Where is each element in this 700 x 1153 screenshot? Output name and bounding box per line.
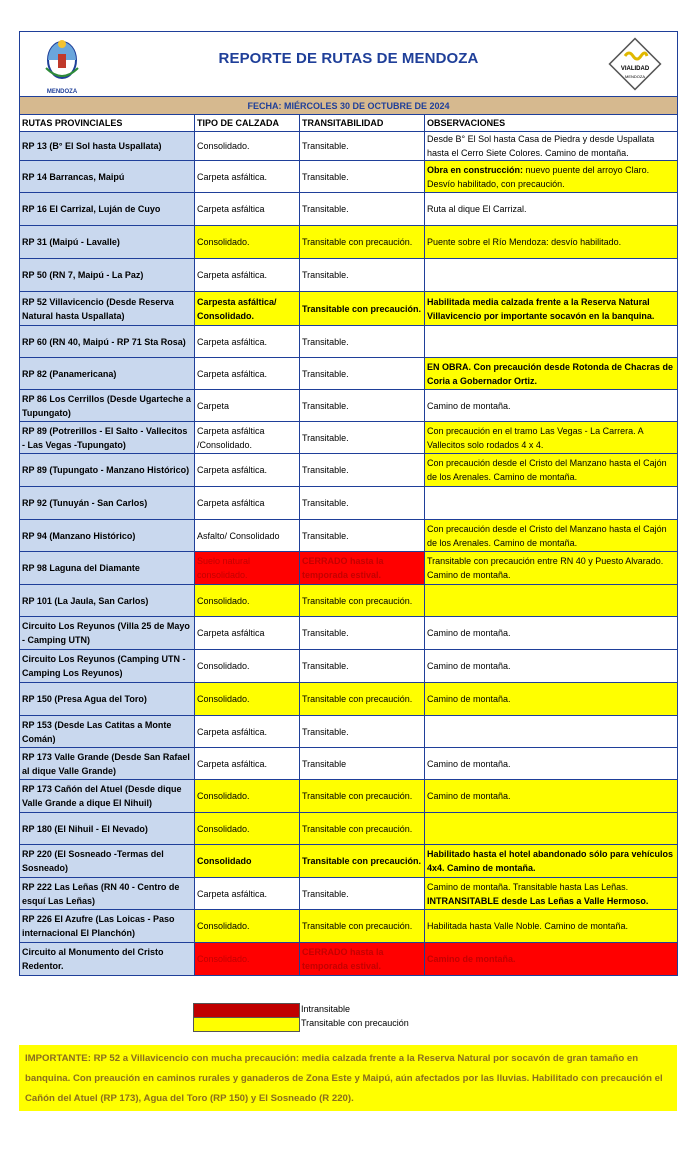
road-type: Consolidado. [195,943,300,976]
table-row [20,226,678,259]
trafficability: CERRADO hasta la temporada estival. [300,552,425,585]
trafficability: Transitable. [300,878,425,910]
road-type: Consolidado. [195,650,300,683]
trafficability: Transitable con precaución. [300,226,425,259]
road-type: Carpeta asfáltica. [195,878,300,910]
table-row [20,716,678,748]
trafficability: CERRADO hasta la temporada estival. [300,943,425,976]
table-row [20,617,678,650]
route-name: RP 98 Laguna del Diamante [20,552,195,585]
observations [425,487,678,520]
table-row [20,259,678,292]
legend-swatch [193,1003,300,1018]
observations: Habilitada hasta Valle Noble. Camino de montaña. [425,910,678,943]
right-logo-subtext: MENDOZA [625,74,645,79]
trafficability: Transitable. [300,326,425,358]
route-name: RP 31 (Maipú - Lavalle) [20,226,195,259]
column-header: TRANSITABILIDAD [300,115,425,132]
route-name: RP 222 Las Leñas (RN 40 - Centro de esquí Las Leñas) [20,878,195,910]
road-type: Consolidado [195,845,300,878]
obs-highlight: Obra en construcción: [427,164,524,175]
route-name: RP 173 Cañón del Atuel (Desde dique Valle Grande a dique El Nihuil) [20,780,195,813]
route-name: RP 180 (El Nihuil - El Nevado) [20,813,195,845]
table-row [20,487,678,520]
mendoza-coat-of-arms-icon [40,38,84,94]
trafficability: Transitable con precaución. [300,683,425,716]
road-type: Carpeta asfáltica [195,193,300,226]
route-name: RP 14 Barrancas, Maipú [20,161,195,193]
route-name: RP 60 (RN 40, Maipú - RP 71 Sta Rosa) [20,326,195,358]
route-name: Circuito Los Reyunos (Camping UTN - Camping Los Reyunos) [20,650,195,683]
observations [425,161,678,193]
road-type: Consolidado. [195,226,300,259]
route-name: RP 220 (El Sosneado -Termas del Sosneado) [20,845,195,878]
table-row [20,390,678,422]
road-type: Consolidado. [195,780,300,813]
table-row [20,520,678,552]
column-header: TIPO DE CALZADA [195,115,300,132]
observations: Camino de montaña. [425,617,678,650]
trafficability: Transitable. [300,617,425,650]
route-name: RP 94 (Manzano Histórico) [20,520,195,552]
trafficability: Transitable. [300,390,425,422]
route-name: Circuito al Monumento del Cristo Redentor. [20,943,195,976]
observations: Ruta al dique El Carrizal. [425,193,678,226]
table-row [20,454,678,487]
trafficability: Transitable. [300,132,425,161]
date-row [20,97,678,115]
trafficability: Transitable con precaución. [300,910,425,943]
observations [425,259,678,292]
observations: Camino de montaña. [425,748,678,780]
vialidad-logo-icon [607,36,663,92]
table-row [20,358,678,390]
obs-text: nuevo puente del arroyo Claro. Desvío habilitado, con precaución. [427,164,650,189]
trafficability: Transitable con precaución. [300,780,425,813]
observations: Camino de montaña. [425,780,678,813]
route-name: RP 50 (RN 7, Maipú - La Paz) [20,259,195,292]
road-type: Consolidado. [195,683,300,716]
route-name: RP 86 Los Cerrillos (Desde Ugarteche a Tupungato) [20,390,195,422]
right-logo-text: VIALIDAD [620,66,650,72]
observations: Con precaución desde el Cristo del Manzano hasta el Cajón de los Arenales. Camino de montaña. [425,454,678,487]
observations: Camino de montaña. [425,943,678,976]
road-type: Consolidado. [195,585,300,617]
column-header: OBSERVACIONES [425,115,678,132]
route-name: RP 226 El Azufre (Las Loicas - Paso internacional El Planchón) [20,910,195,943]
trafficability: Transitable [300,748,425,780]
route-name: RP 173 Valle Grande (Desde San Rafael al dique Valle Grande) [20,748,195,780]
road-type: Consolidado. [195,813,300,845]
important-notice: IMPORTANTE: RP 52 a Villavicencio con mucha precaución: media calzada frente a la Reserva Natural por socavón de gran tamaño en banquina. Con preaución en caminos rurales y ganaderos de Zona Este y Maipú, aún afectados por las lluvias. Habilitado con precaución el Cañón del Atuel (RP 173), Agua del Toro (RP 150) y El Sosneado (R 220). [19,1045,677,1111]
observations: EN OBRA. Con precaución desde Rotonda de Chacras de Coria a Gobernador Ortiz. [425,358,678,390]
routes-table [19,31,678,976]
road-type: Carpeta asfáltica [195,487,300,520]
table-row [20,193,678,226]
road-type: Carpeta asfáltica. [195,259,300,292]
observations: Con precaución desde el Cristo del Manzano hasta el Cajón de los Arenales. Camino de montaña. [425,520,678,552]
table-row [20,748,678,780]
road-type: Carpeta asfáltica. [195,161,300,193]
trafficability: Transitable. [300,161,425,193]
road-type: Carpeta asfáltica. [195,326,300,358]
trafficability: Transitable. [300,422,425,454]
table-row [20,845,678,878]
route-name: RP 153 (Desde Las Catitas a Monte Comán) [20,716,195,748]
trafficability: Transitable. [300,259,425,292]
route-name: RP 16 El Carrizal, Luján de Cuyo [20,193,195,226]
header-row [20,32,678,97]
observations [425,813,678,845]
road-type: Carpeta asfáltica. [195,716,300,748]
table-row [20,780,678,813]
trafficability: Transitable. [300,650,425,683]
road-type: Carpeta [195,390,300,422]
observations: Con precaución en el tramo Las Vegas - La Carrera. A Vallecitos solo rodados 4 x 4. [425,422,678,454]
observations: Camino de montaña. [425,683,678,716]
route-name: RP 150 (Presa Agua del Toro) [20,683,195,716]
observations: Habilitado hasta el hotel abandonado sólo para vehículos 4x4. Camino de montaña. [425,845,678,878]
trafficability: Transitable con precaución. [300,813,425,845]
table-row [20,650,678,683]
road-type: Consolidado. [195,132,300,161]
observations [425,585,678,617]
legend-label: Transitable con precaución [301,1018,409,1028]
road-type: Carpesta asfáltica/ Consolidado. [195,292,300,326]
road-type: Carpeta asfáltica. [195,748,300,780]
left-logo-text: MENDOZA [46,89,78,95]
table-row [20,943,678,976]
legend-label: Intransitable [301,1004,351,1014]
road-type: Carpeta asfáltica. [195,454,300,487]
observations: Desde B° El Sol hasta Casa de Piedra y desde Uspallata hasta el Cerro Siete Colores. Camino de montaña. [425,132,678,161]
road-type: Carpeta asfáltica. [195,358,300,390]
route-name: RP 13 (B° El Sol hasta Uspallata) [20,132,195,161]
route-name: RP 89 (Potrerillos - El Salto - Vallecitos - Las Vegas -Tupungato) [20,422,195,454]
report-sheet [19,31,677,992]
trafficability: Transitable. [300,454,425,487]
observations: Camino de montaña. [425,390,678,422]
observations [425,878,678,910]
table-row [20,161,678,193]
route-name: RP 92 (Tunuyán - San Carlos) [20,487,195,520]
table-row [20,422,678,454]
road-type: Suelo natural consolidado. [195,552,300,585]
table-row [20,132,678,161]
trafficability: Transitable. [300,716,425,748]
legend-swatch [193,1017,300,1032]
road-type: Carpeta asfáltica [195,617,300,650]
observations: Habilitada media calzada frente a la Reserva Natural Villavicencio por importante socavón en la banquina. [425,292,678,326]
trafficability: Transitable. [300,520,425,552]
table-row [20,910,678,943]
route-name: RP 52 Villavicencio (Desde Reserva Natural hasta Uspallata) [20,292,195,326]
column-header: RUTAS PROVINCIALES [20,115,195,132]
trafficability: Transitable. [300,193,425,226]
road-type: Carpeta asfáltica /Consolidado. [195,422,300,454]
table-row [20,326,678,358]
trafficability: Transitable con precaución. [300,292,425,326]
column-header-row [20,115,678,132]
observations: Camino de montaña. [425,650,678,683]
obs-text: Camino de montaña. Transitable hasta Las Leñas. [427,881,629,892]
observations: Puente sobre el Río Mendoza: desvío habilitado. [425,226,678,259]
trafficability: Transitable. [300,487,425,520]
trafficability: Transitable con precaución. [300,845,425,878]
page-title: REPORTE DE RUTAS DE MENDOZA [218,50,479,67]
route-name: RP 82 (Panamericana) [20,358,195,390]
table-row [20,585,678,617]
road-type: Consolidado. [195,910,300,943]
table-row [20,878,678,910]
table-row [20,552,678,585]
table-row [20,813,678,845]
observations: Transitable con precaución entre RN 40 y Puesto Alvarado. Camino de montaña. [425,552,678,585]
report-date: FECHA: MIÉRCOLES 30 DE OCTUBRE DE 2024 [20,97,678,115]
trafficability: Transitable. [300,358,425,390]
route-name: RP 89 (Tupungato - Manzano Histórico) [20,454,195,487]
route-name: Circuito Los Reyunos (Villa 25 de Mayo - Camping UTN) [20,617,195,650]
road-type: Asfalto/ Consolidado [195,520,300,552]
header-cell [20,32,678,97]
table-row [20,683,678,716]
route-name: RP 101 (La Jaula, San Carlos) [20,585,195,617]
table-row [20,292,678,326]
trafficability: Transitable con precaución. [300,585,425,617]
observations [425,326,678,358]
obs-highlight: INTRANSITABLE desde Las Leñas a Valle Hermoso. [427,895,649,906]
observations [425,716,678,748]
